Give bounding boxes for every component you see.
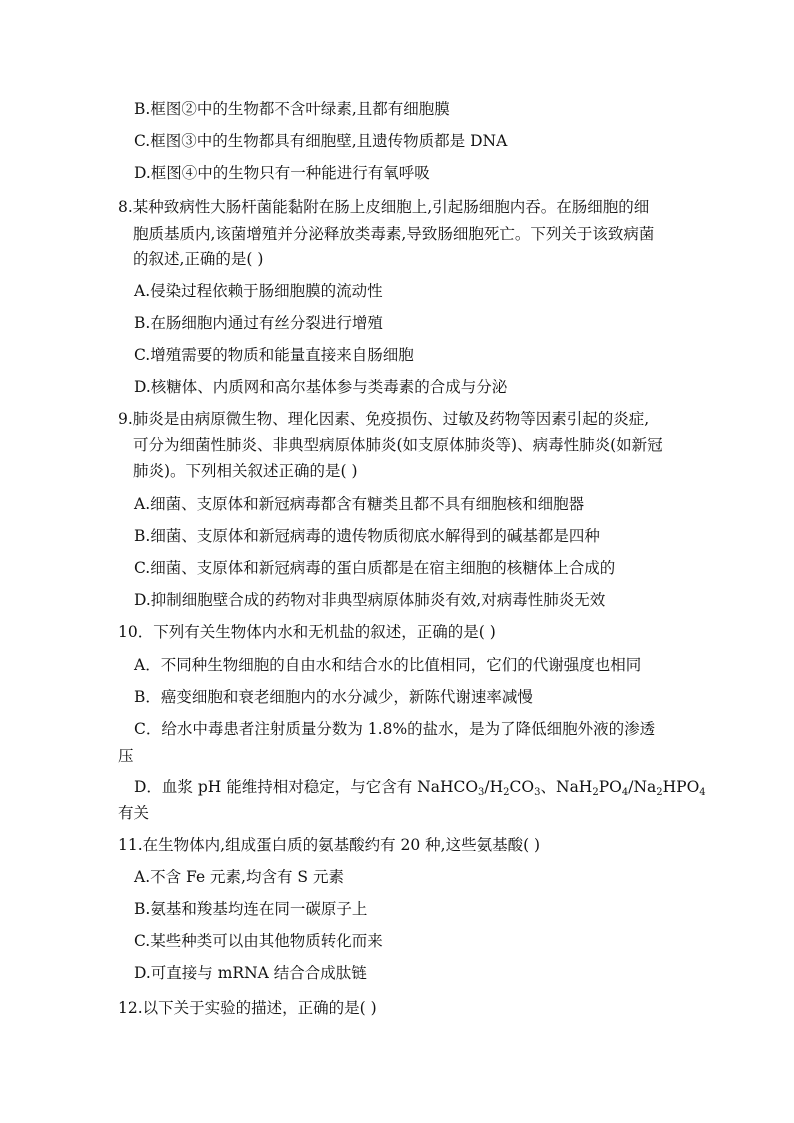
- q9-option-a: A.细菌、支原体和新冠病毒都含有糖类且都不具有细胞核和细胞器: [134, 495, 585, 513]
- q10-option-b: B．癌变细胞和衰老细胞内的水分减少，新陈代谢速率减慢: [134, 688, 533, 706]
- q8-option-d: D.核糖体、内质网和高尔基体参与类毒素的合成与分泌: [134, 378, 508, 396]
- q8-stem-line-3: 的叙述,正确的是( ): [133, 250, 264, 268]
- q7-option-b: B.框图②中的生物都不含叶绿素,且都有细胞膜: [134, 100, 450, 118]
- q11-option-c: C.某些种类可以由其他物质转化而来: [134, 932, 383, 950]
- formula-text: 、NaH: [540, 778, 593, 796]
- q9-option-d: D.抑制细胞壁合成的药物对非典型病原体肺炎有效,对病毒性肺炎无效: [134, 591, 606, 609]
- subscript: 2: [503, 787, 510, 798]
- subscript: 2: [592, 787, 599, 798]
- q8-stem-line-2: 胞质基质内,该菌增殖并分泌释放类毒素,导致肠细胞死亡。下列关于该致病菌: [133, 225, 655, 243]
- q10-option-c-line-2: 压: [118, 747, 134, 765]
- q8-stem-line-1: 8.某种致病性大肠杆菌能黏附在肠上皮细胞上,引起肠细胞内吞。在肠细胞的细: [118, 198, 650, 216]
- q10-option-d-line-1: [134, 777, 706, 797]
- q8-option-c: C.增殖需要的物质和能量直接来自肠细胞: [134, 346, 414, 364]
- q9-option-c: C.细菌、支原体和新冠病毒的蛋白质都是在宿主细胞的核糖体上合成的: [134, 559, 616, 577]
- q9-option-b: B.细菌、支原体和新冠病毒的遗传物质彻底水解得到的碱基都是四种: [134, 527, 600, 545]
- q7-option-d: D.框图④中的生物只有一种能进行有氧呼吸: [134, 164, 430, 182]
- subscript: 4: [621, 787, 629, 798]
- formula-text: /Na: [628, 778, 657, 796]
- q9-stem-line-1: 9.肺炎是由病原微生物、理化因素、免疫损伤、过敏及药物等因素引起的炎症,: [118, 410, 650, 428]
- q11-option-b: B.氨基和羧基均连在同一碳原子上: [134, 900, 368, 918]
- q7-option-c: C.框图③中的生物都具有细胞壁,且遗传物质都是 DNA: [134, 132, 508, 150]
- formula-text: /H: [484, 778, 504, 796]
- formula-text: PO: [598, 778, 622, 796]
- subscript: 3: [534, 787, 541, 798]
- q8-option-b: B.在肠细胞内通过有丝分裂进行增殖: [134, 314, 383, 332]
- subscript: 2: [656, 787, 663, 798]
- q9-stem-line-2: 可分为细菌性肺炎、非典型病原体肺炎(如支原体肺炎等)、病毒性肺炎(如新冠: [133, 436, 663, 454]
- subscript: 4: [699, 787, 706, 798]
- q10-option-c-line-1: C．给水中毒患者注射质量分数为 1.8%的盐水，是为了降低细胞外液的渗透: [134, 720, 656, 738]
- formula-text: CO: [509, 778, 535, 796]
- q10-d-text: D．血浆 pH 能维持相对稳定，与它含有 NaHCO: [134, 778, 479, 796]
- subscript: 3: [478, 787, 485, 798]
- q9-stem-line-3: 肺炎)。下列相关叙述正确的是( ): [133, 462, 358, 480]
- q11-option-a: A.不含 Fe 元素,均含有 S 元素: [134, 868, 344, 886]
- q10-stem: 10．下列有关生物体内水和无机盐的叙述，正确的是( ): [118, 623, 496, 641]
- q11-option-d: D.可直接与 mRNA 结合合成肽链: [134, 964, 367, 982]
- q12-stem: 12.以下关于实验的描述，正确的是( ): [118, 999, 377, 1017]
- formula-text: HPO: [662, 778, 700, 796]
- q10-option-d-line-2: 有关: [118, 804, 150, 822]
- q10-option-a: A．不同种生物细胞的自由水和结合水的比值相同，它们的代谢强度也相同: [134, 656, 642, 674]
- q8-option-a: A.侵染过程依赖于肠细胞膜的流动性: [134, 282, 383, 300]
- q11-stem: 11.在生物体内,组成蛋白质的氨基酸约有 20 种,这些氨基酸( ): [118, 836, 541, 854]
